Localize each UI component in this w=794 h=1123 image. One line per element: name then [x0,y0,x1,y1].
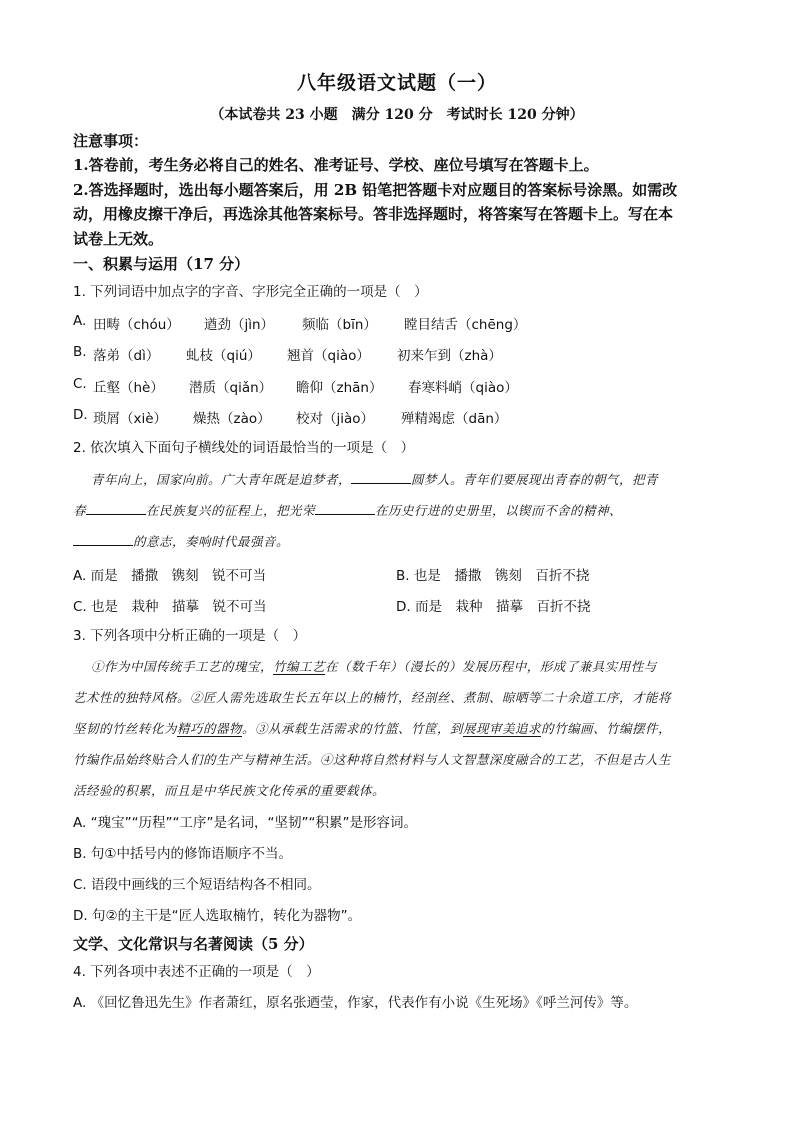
question-2-option-b: B. 也是 播撒 镌刻 百折不挠 [396,568,590,584]
notice-item-2-line-1: 2.答选择题时，选出每小题答案后，用 2B 铅笔把答题卡对应题目的答案标号涂黑。如需改 [73,181,678,199]
option-word: 初来乍到（zhà） [397,348,502,364]
passage-text: 青年向上，国家向前。广大青年既是追梦者， [91,472,352,487]
fill-blank-3 [315,500,375,515]
passage-text: 圆梦人。青年们要展现出青春的朝气，把青 [411,472,659,487]
option-word: 丘壑（hè） [93,380,164,396]
option-word: 虬枝（qiú） [186,348,261,364]
option-word: 频临（bīn） [302,317,377,333]
option-word: 潜质（qiǎn） [189,380,273,396]
option-word: 琐屑（xiè） [93,411,168,427]
passage-text: 在（数千年）（漫长的）发展历程中，形成了兼具实用性与 [325,659,657,674]
option-word: 校对（jiào） [296,411,375,427]
section-1-heading: 一、积累与运用（17 分） [73,255,250,273]
question-3-option-b: B. 句①中括号内的修饰语顺序不当。 [73,846,292,862]
passage-text: 的竹编画、竹编摆件， [541,721,672,736]
question-4-stem: 4. 下列各项中表述不正确的一项是（ ） [73,964,320,980]
passage-text: 在民族复兴的征程上，把光荣 [146,503,316,518]
option-word: 瞠目结舌（chēng） [404,317,527,333]
passage-text: 的意志，奏响时代最强音。 [133,534,290,549]
passage-text: 春 [73,503,87,518]
question-2-option-d: D. 而是 栽种 描摹 百折不挠 [396,599,591,615]
passage-text: 。③从承载生活需求的竹篮、竹筐，到 [242,721,464,736]
fill-blank-2 [86,500,146,515]
question-3-option-a: A. “瑰宝”“历程”“工序”是名词，“坚韧”“积累”是形容词。 [73,815,418,831]
page-title: 八年级语文试题（一） [296,72,497,94]
question-2-option-c: C. 也是 栽种 描摹 锐不可当 [73,599,267,615]
option-word: 瞻仰（zhān） [296,380,383,396]
question-3-stem: 3. 下列各项中分析正确的一项是（ ） [73,628,307,644]
option-label: A. [73,313,87,329]
fill-blank-4 [73,531,133,546]
notice-item-2-line-3: 试卷上无效。 [73,230,164,248]
option-label: B. [73,344,87,360]
option-word: 燥热（zào） [193,411,271,427]
question-3-passage-line-4: 竹编作品始终贴合人们的生产与精神生活。④这种将自然材料与人文智慧深度融合的工艺，不但是古人生 [73,752,672,767]
question-2-passage-line-3 [73,531,723,552]
question-3-option-c: C. 语段中画线的三个短语结构各不相同。 [73,877,321,893]
option-word: 殚精竭虑（dān） [401,411,508,427]
question-2-passage-line-2 [73,500,723,521]
option-label: D. [73,407,88,423]
option-word: 春寒料峭（qiào） [408,380,518,396]
underlined-phrase-2: 精巧的器物 [177,721,243,736]
notice-item-1: 1.答卷前，考生务必将自己的姓名、准考证号、学校、座位号填写在答题卡上。 [73,156,599,174]
passage-text: ①作为中国传统手工艺的瑰宝， [91,659,274,674]
question-3-passage-line-5: 活经验的积累，而且是中华民族文化传承的重要载体。 [73,783,386,798]
question-3-option-d: D. 句②的主干是“匠人选取楠竹，转化为器物”。 [73,908,362,924]
option-label: C. [73,376,87,392]
question-1-stem: 1. 下列词语中加点字的字音、字形完全正确的一项是（ ） [73,284,428,300]
question-2-passage-line-1 [91,469,741,490]
option-word: 田畴（chóu） [93,317,180,333]
exam-subtitle: （本试卷共 23 小题 满分 120 分 考试时长 120 分钟） [210,107,584,123]
underlined-phrase-3: 展现审美追求 [463,721,542,736]
passage-text: 坚韧的竹丝转化为 [73,721,178,736]
question-3-passage-line-1 [91,657,741,677]
question-3-passage-line-3 [73,719,723,739]
question-4-option-a: A. 《回忆鲁迅先生》作者萧红，原名张迺莹，作家，代表作有小说《生死场》《呼兰河传》等。 [73,995,638,1011]
option-word: 遒劲（jìn） [204,317,275,333]
fill-blank-1 [351,469,411,484]
question-3-passage-line-2: 艺术性的独特风格。②匠人需先选取生长五年以上的楠竹，经剖丝、煮制、晾晒等二十余道工序，才能将 [73,690,672,705]
question-2-stem: 2. 依次填入下面句子横线处的词语最恰当的一项是（ ） [73,440,415,456]
question-2-option-a: A. 而是 播撒 镌刻 锐不可当 [73,568,267,584]
section-2-heading: 文学、文化常识与名著阅读（5 分） [73,935,314,953]
option-word: 落弟（dì） [93,348,160,364]
option-word: 翘首（qiào） [287,348,370,364]
underlined-phrase-1: 竹编工艺 [273,659,326,674]
notice-heading: 注意事项： [73,132,149,150]
notice-item-2-line-2: 动，用橡皮擦干净后，再选涂其他答案标号。答非选择题时，将答案写在答题卡上。写在本 [73,205,674,223]
passage-text: 在历史行进的史册里，以锲而不舍的精神、 [375,503,623,518]
